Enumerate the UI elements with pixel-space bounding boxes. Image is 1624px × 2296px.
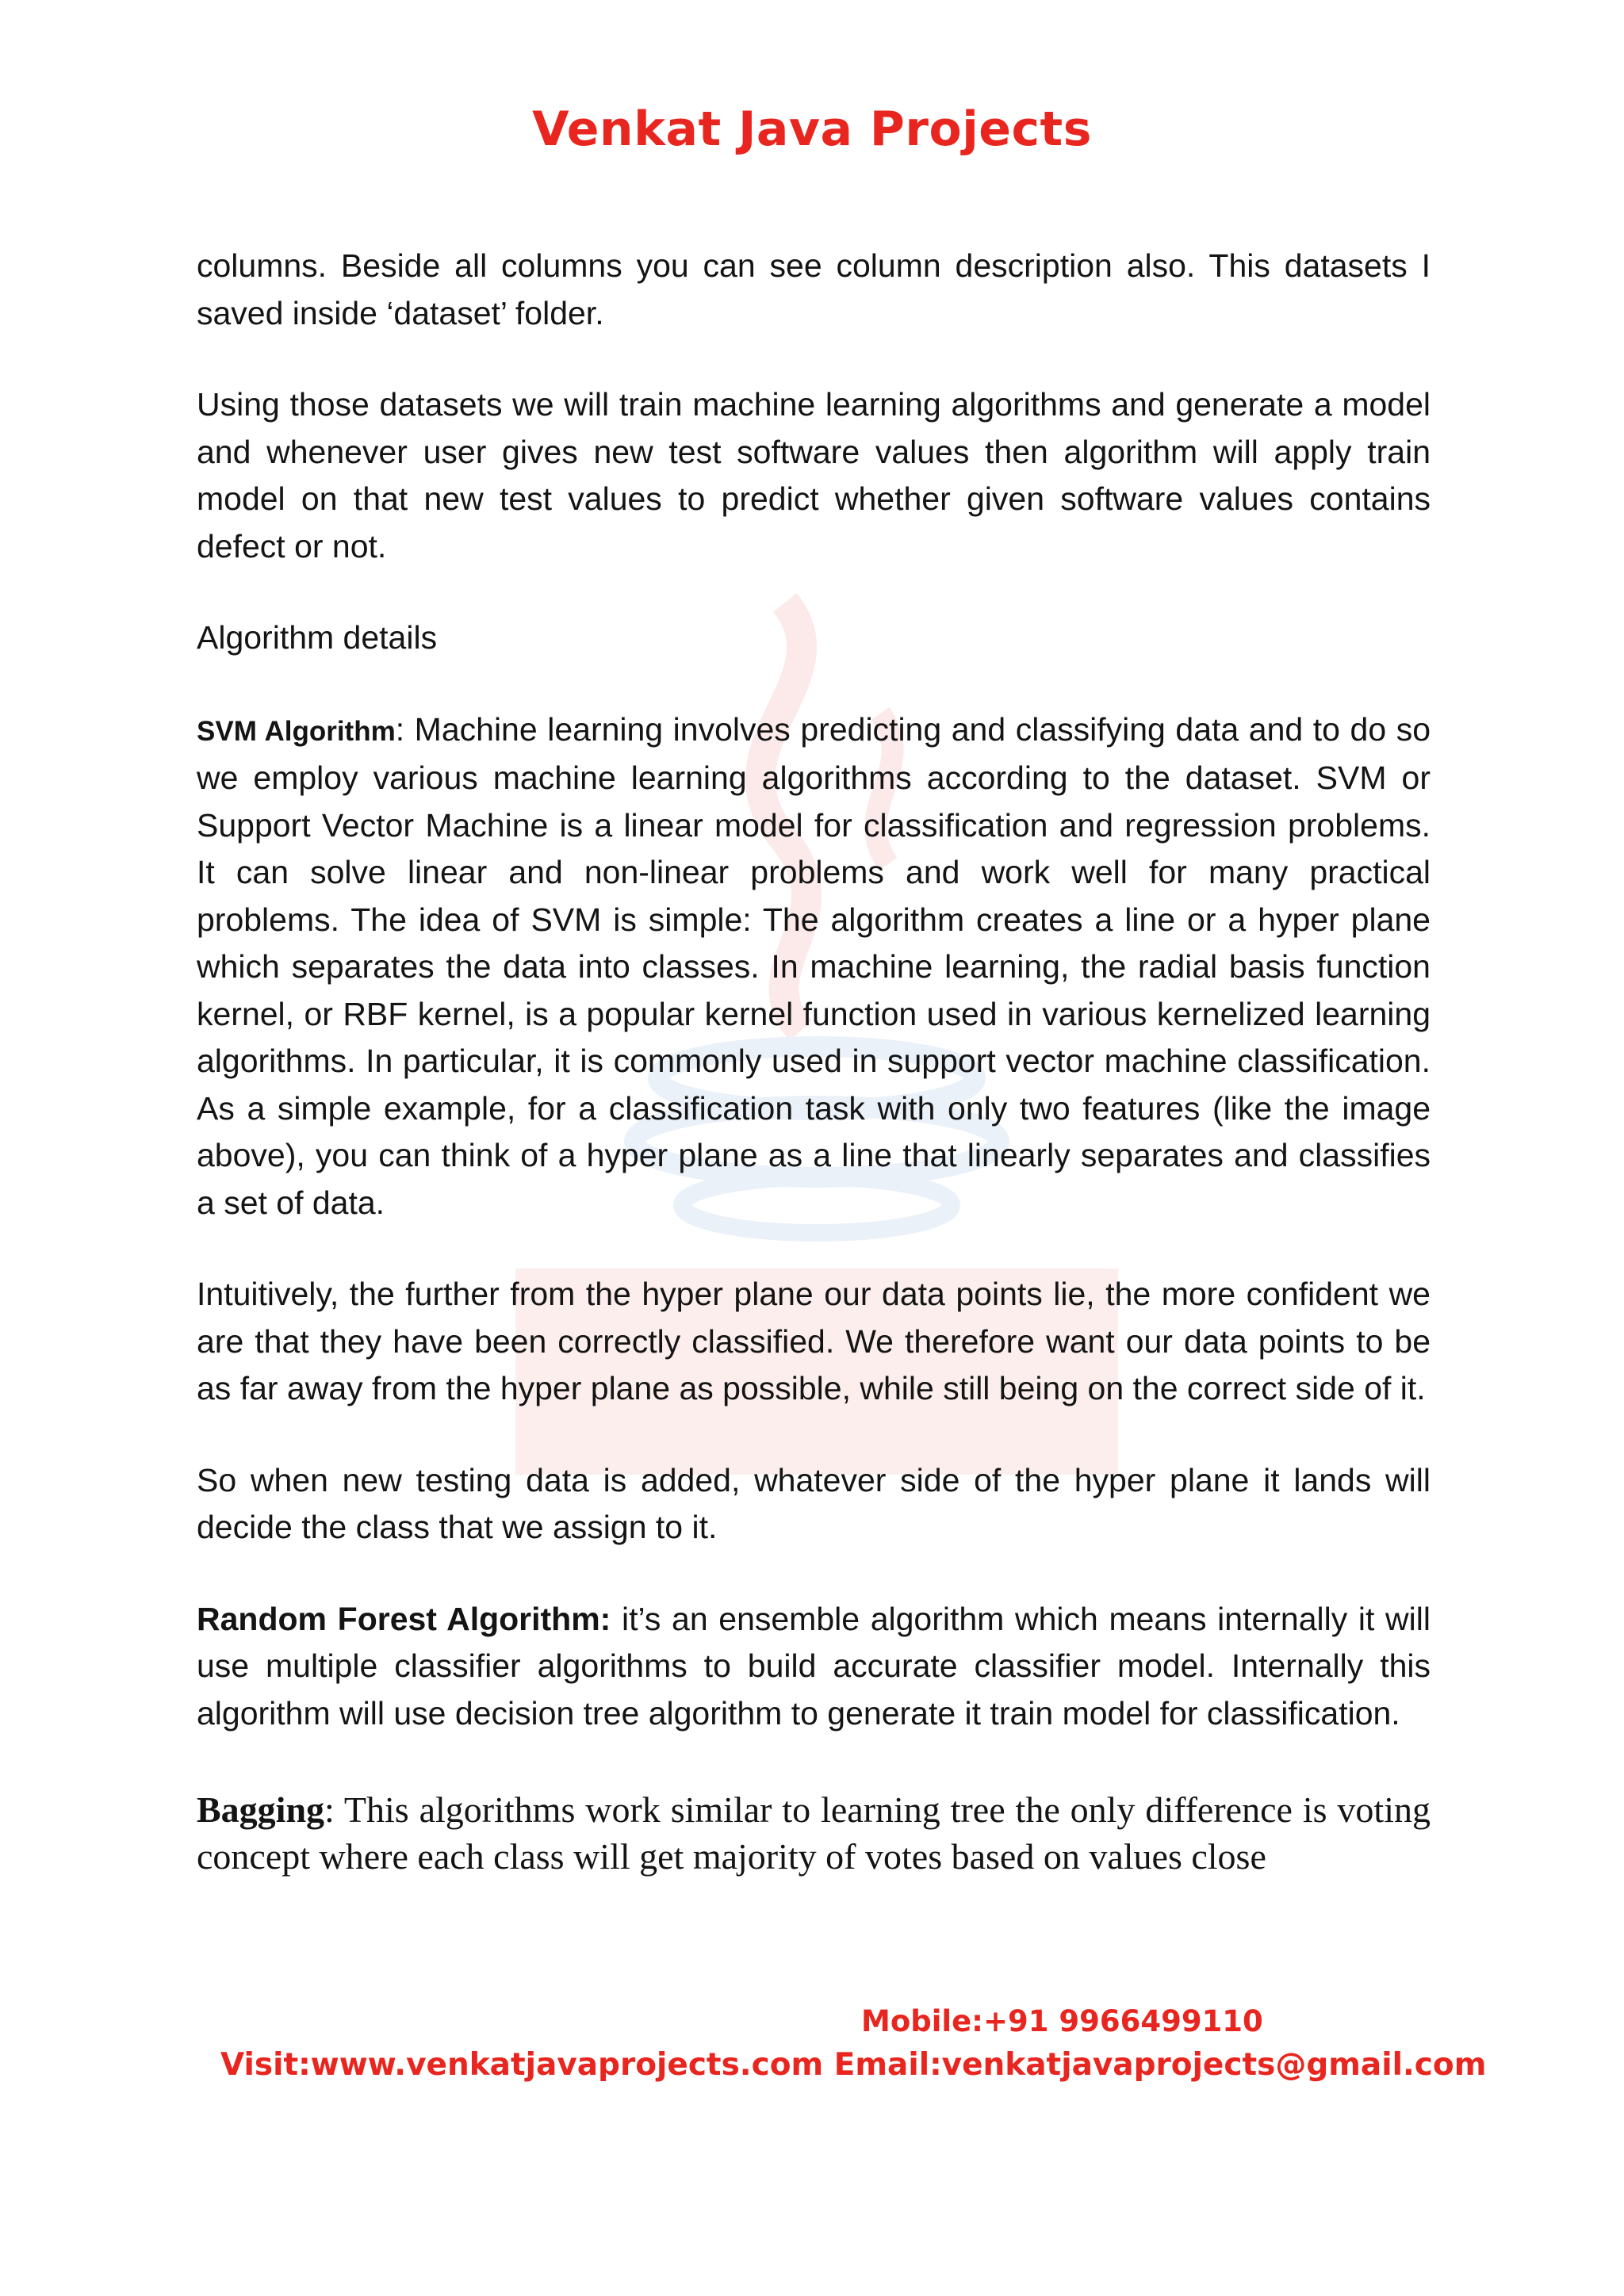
paragraph-algorithm-details: Algorithm details: [197, 619, 438, 656]
random-forest-text: it’s an ensemble algorithm which means internally it will use multiple classifier algorithms to build accurate classifier model. Internally this algorithm will use decision tree algorithm to generate it train model for classification.: [197, 1600, 1431, 1732]
svm-text: : Machine learning involves predicting and classifying data and to do so we employ various machine learning algorithms according to the dataset. SVM or Support Vector Machine is a linear model for classification and regression problems. It can solve linear and non-linear problems and work well for many practical problems. The idea of SVM is simple: The algorithm creates a line or a hyper plane which separates the data into classes. In machine learning, the radial basis function kernel, or RBF kernel, is a popular kernel function used in various kernelized learning algorithms. In particular, it is commonly used in support vector machine classification. As a simple example, for a classification task with only two features (like the image above), you can think of a hyper plane as a line that linearly separates and classifies a set of data.: [197, 710, 1431, 1221]
paragraph-svm: [197, 706, 1431, 1227]
paragraph-bagging: [197, 1786, 1431, 1880]
paragraph-columns: columns. Beside all columns you can see column description also. This datasets I saved inside ‘dataset’ folder.: [197, 247, 1431, 331]
footer-mobile: Mobile:+91 9966499110: [861, 2004, 1263, 2038]
bagging-text: : This algorithms work similar to learning tree the only difference is voting concept where each class will get majority of votes based on values close: [197, 1789, 1431, 1877]
paragraph-training: Using those datasets we will train machine learning algorithms and generate a model and whenever user gives new test software values then algorithm will apply train model on that new test values to predict whether given software values contains defect or not.: [197, 386, 1431, 564]
document-body: [197, 243, 1431, 1880]
random-forest-heading: Random Forest Algorithm:: [197, 1600, 611, 1637]
paragraph-random-forest: [197, 1596, 1431, 1738]
paragraph-new-data: So when new testing data is added, whatever side of the hyper plane it lands will decide the class that we assign to it.: [197, 1461, 1431, 1545]
paragraph-intuition: Intuitively, the further from the hyper plane our data points lie, the more confident we are that they have been correctly classified. We therefore want our data points to be as far away from the hyper plane as possible, while still being on the correct side of it.: [197, 1276, 1431, 1406]
footer-contact: Visit:www.venkatjavaprojects.com Email:venkatjavaprojects@gmail.com: [220, 2047, 1487, 2083]
svm-heading: SVM Algorithm: [197, 715, 396, 747]
bagging-heading: Bagging: [197, 1789, 325, 1830]
page-header-title: Venkat Java Projects: [532, 101, 1092, 157]
